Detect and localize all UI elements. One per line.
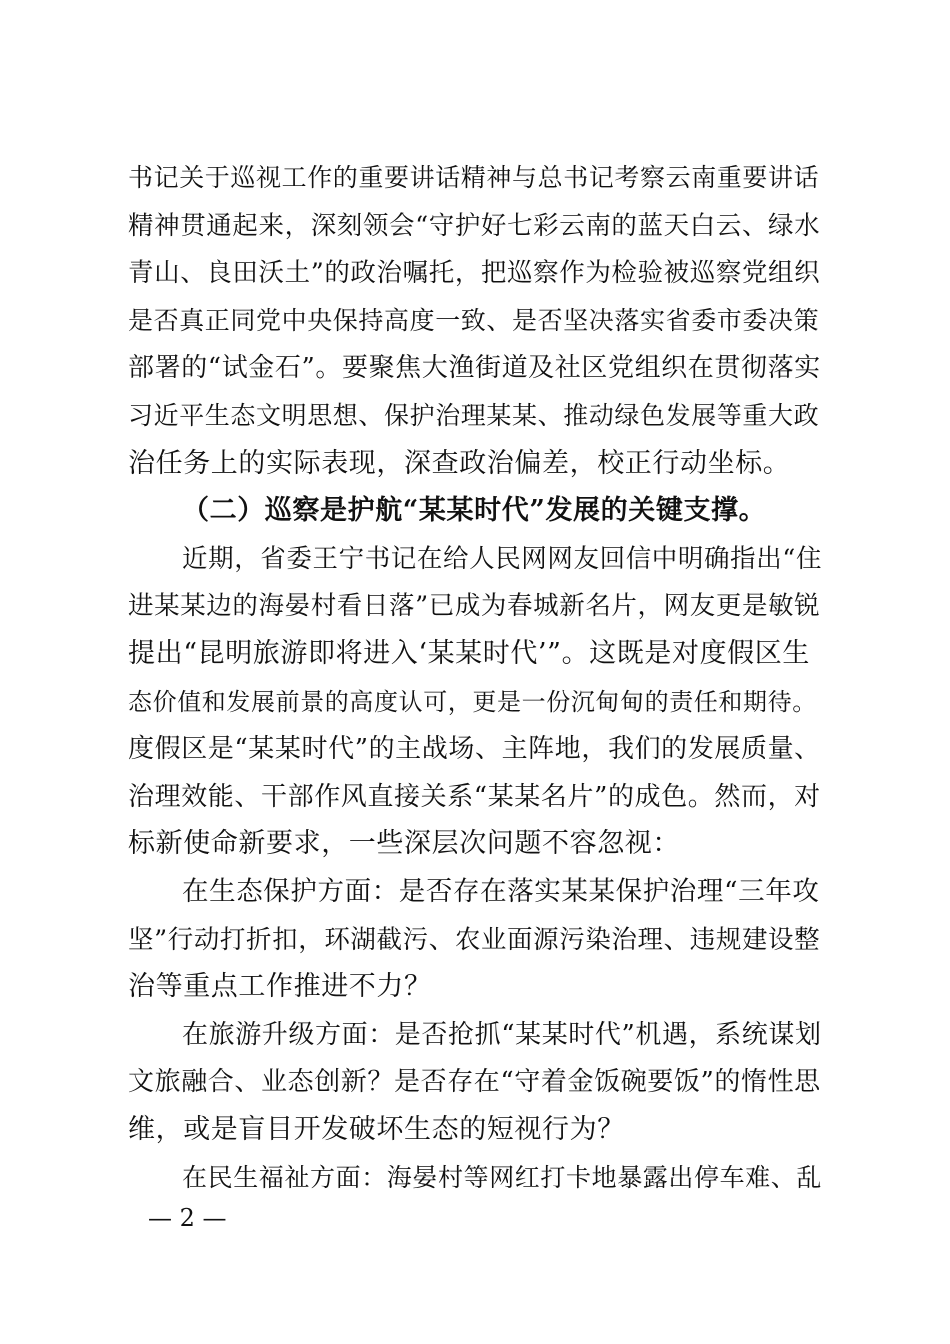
text-line: 书记关于巡视工作的重要讲话精神与总书记考察云南重要讲话 xyxy=(128,163,820,192)
text-line: 态价值和发展前景的高度认可，更是一份沉甸甸的责任和期待。 xyxy=(128,687,817,716)
text-line: 是否真正同党中央保持高度一致、是否坚决落实省委市委决策 xyxy=(128,305,820,335)
text-line: 维，或是盲目开发破坏生态的短视行为？ xyxy=(128,1114,625,1145)
text-line: 青山、良田沃土”的政治嘱托，把巡察作为检验被巡察党组织 xyxy=(128,258,821,289)
text-line: 文旅融合、业态创新？是否存在“守着金饭碗要饭”的惰性思 xyxy=(128,1067,821,1098)
section-heading: （二）巡察是护航“某某时代”发展的关键支撑。 xyxy=(182,495,767,527)
text-line: 进某某边的海晏村看日落”已成为春城新名片，网友更是敏锐 xyxy=(128,591,821,622)
text-line: 治等重点工作推进不力？ xyxy=(128,971,432,1003)
page-number: — 2 — xyxy=(148,1204,227,1233)
paragraph-first-line: 近期，省委王宁书记在给人民网网友回信中明确指出“住 xyxy=(182,543,823,574)
text-line: 度假区是“某某时代”的主战场、主阵地，我们的发展质量、 xyxy=(128,734,821,765)
paragraph-first-line: 在旅游升级方面：是否抢抓“某某时代”机遇，系统谋划 xyxy=(182,1019,822,1050)
text-line: 习近平生态文明思想、保护治理某某、推动绿色发展等重大政 xyxy=(128,401,820,430)
text-line: 治任务上的实际表现，深查政治偏差，校正行动坐标。 xyxy=(128,447,791,479)
text-line: 部署的“试金石”。要聚焦大渔街道及社区党组织在贯彻落实 xyxy=(128,353,821,384)
text-line: 治理效能、干部作风直接关系“某某名片”的成色。然而，对 xyxy=(128,781,821,812)
text-line: 标新使命新要求，一些深层次问题不容忽视： xyxy=(128,828,680,860)
paragraph-first-line: 在生态保护方面：是否存在落实某某保护治理“三年攻 xyxy=(182,876,820,907)
paragraph-first-line: 在民生福祉方面：海晏村等网红打卡地暴露出停车难、乱 xyxy=(182,1162,823,1192)
text-line: 精神贯通起来，深刻领会“守护好七彩云南的蓝天白云、绿水 xyxy=(128,210,821,241)
text-line: 坚”行动打折扣，环湖截污、农业面源污染治理、违规建设整 xyxy=(128,924,821,955)
text-line: 提出“昆明旅游即将进入‘某某时代’”。这既是对度假区生 xyxy=(128,638,810,669)
